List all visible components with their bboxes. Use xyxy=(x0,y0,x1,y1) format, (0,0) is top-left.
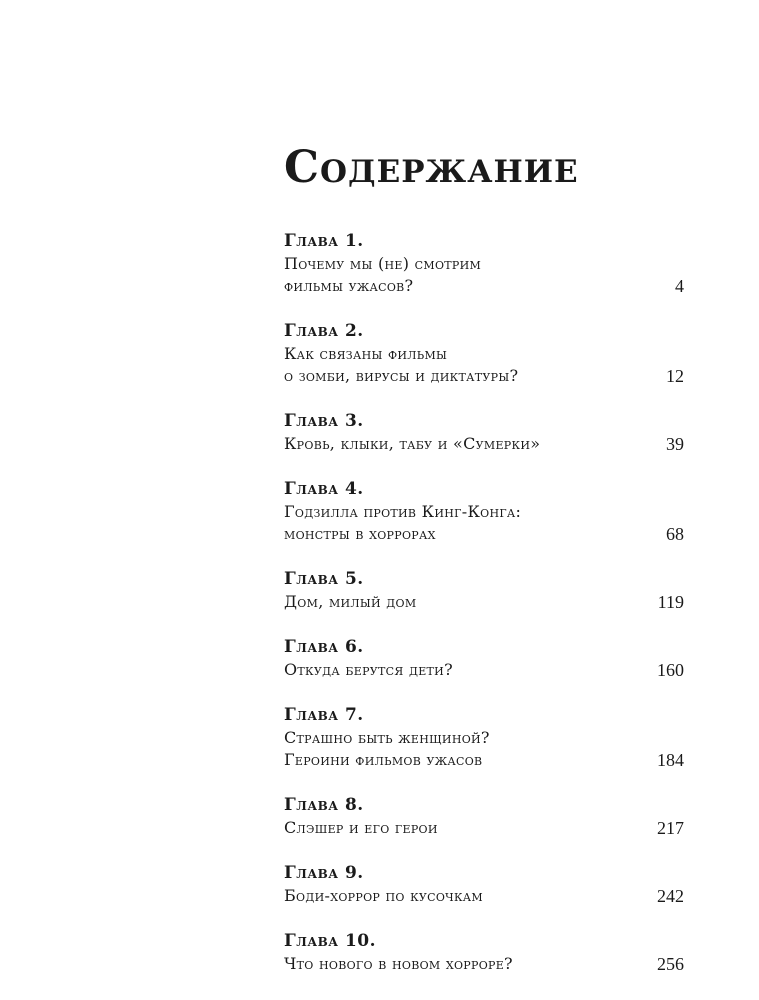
chapter-label: Глава 10. xyxy=(284,931,377,951)
page-number: 68 xyxy=(666,524,684,544)
chapter-label: Глава 5. xyxy=(284,569,364,589)
toc-entry-chapter-1[interactable] xyxy=(284,229,684,297)
chapter-title: Годзилла против Кинг-Конга: монстры в хоррорах xyxy=(284,502,522,543)
page-number: 4 xyxy=(675,276,684,296)
toc-entry-chapter-4[interactable] xyxy=(284,477,684,545)
chapter-title: Как связаны фильмы о зомби, вирусы и диктатуры? xyxy=(284,344,519,385)
chapter-label: Глава 3. xyxy=(284,411,364,431)
chapter-label: Глава 8. xyxy=(284,795,364,815)
page-number: 217 xyxy=(657,818,684,838)
toc-entry-chapter-9[interactable] xyxy=(284,861,684,907)
toc-entry-chapter-5[interactable] xyxy=(284,567,684,613)
page-number: 256 xyxy=(657,954,684,974)
chapter-label: Глава 6. xyxy=(284,637,364,657)
chapter-label: Глава 4. xyxy=(284,479,364,499)
chapter-title: Кровь, клыки, табу и «Сумерки» xyxy=(284,434,541,453)
chapter-title: Что нового в новом хорроре? xyxy=(284,954,513,973)
chapter-label: Глава 9. xyxy=(284,863,364,883)
toc-entry-chapter-8[interactable] xyxy=(284,793,684,839)
page-number: 12 xyxy=(666,366,684,386)
table-of-contents xyxy=(284,229,684,997)
toc-entry-chapter-7[interactable] xyxy=(284,703,684,771)
chapter-title: Боди-хоррор по кусочкам xyxy=(284,886,483,905)
toc-entry-chapter-3[interactable] xyxy=(284,409,684,455)
toc-entry-chapter-6[interactable] xyxy=(284,635,684,681)
chapter-title: Страшно быть женщиной? Героини фильмов ужасов xyxy=(284,728,490,769)
chapter-title: Слэшер и его герои xyxy=(284,818,438,837)
page-number: 119 xyxy=(657,592,684,612)
page-number: 242 xyxy=(657,886,684,906)
chapter-label: Глава 1. xyxy=(284,231,364,251)
chapter-label: Глава 7. xyxy=(284,705,364,725)
chapter-title: Дом, милый дом xyxy=(284,592,417,611)
chapter-title: Откуда берутся дети? xyxy=(284,660,453,679)
chapter-label: Глава 2. xyxy=(284,321,364,341)
page-number: 184 xyxy=(657,750,684,770)
page-number: 160 xyxy=(657,660,684,680)
toc-entry-chapter-2[interactable] xyxy=(284,319,684,387)
page-title: Содержание xyxy=(284,142,579,193)
chapter-title: Почему мы (не) смотрим фильмы ужасов? xyxy=(284,254,482,295)
toc-entry-chapter-10[interactable] xyxy=(284,929,684,975)
page-number: 39 xyxy=(666,434,684,454)
